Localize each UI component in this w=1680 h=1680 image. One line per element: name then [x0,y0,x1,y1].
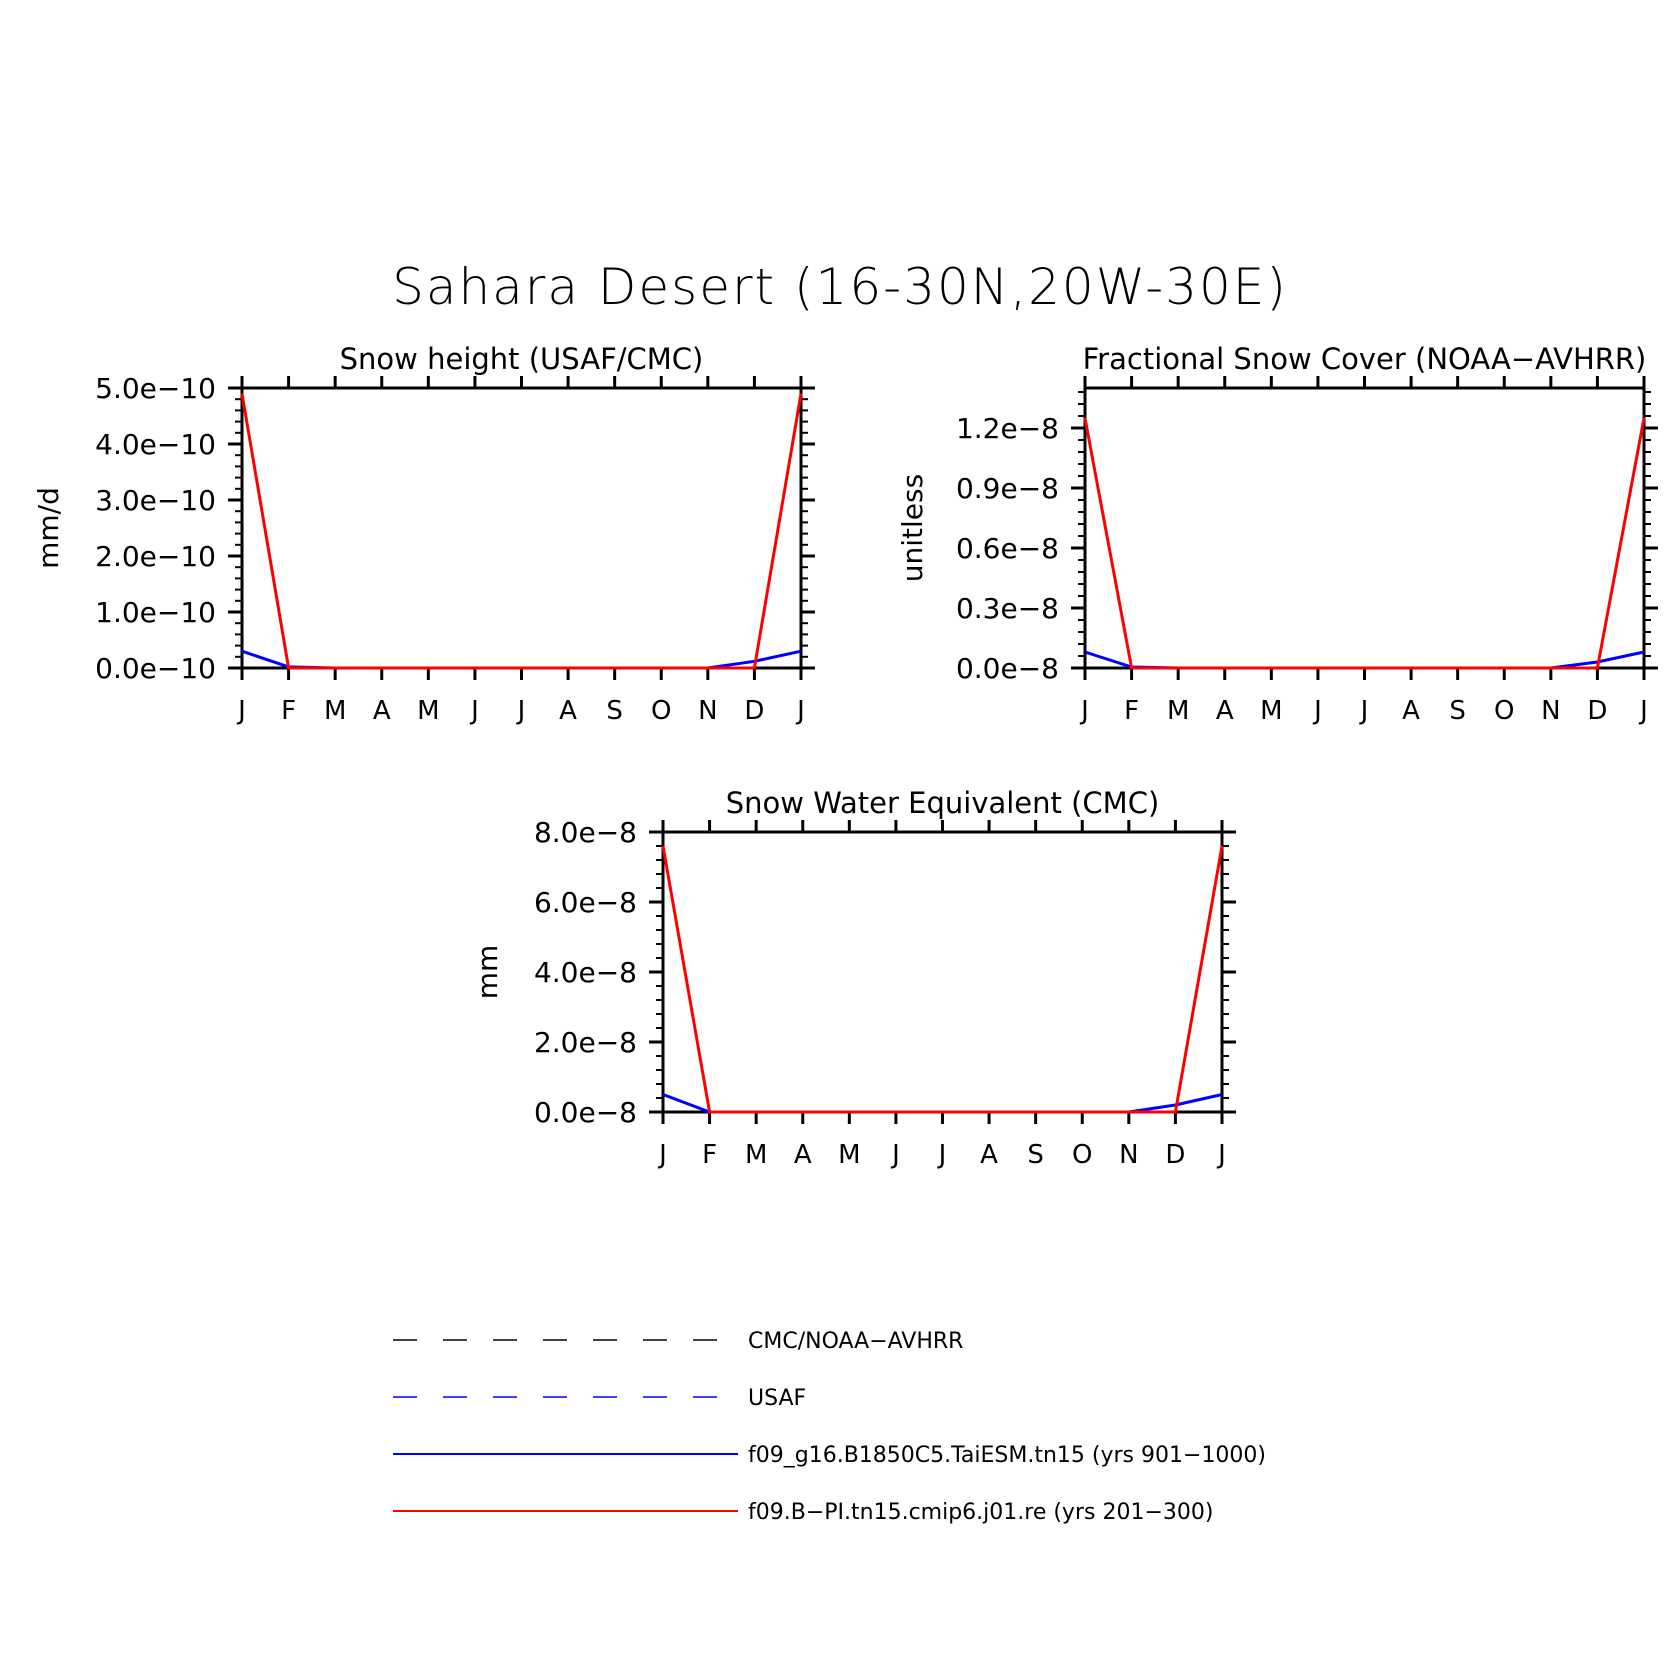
x-tick-label: F [702,1140,718,1170]
series-line-model1 [242,651,801,668]
x-tick-label: J [517,696,526,726]
legend-label-model2: f09.B−PI.tn15.cmip6.j01.re (yrs 201−300) [748,1500,1214,1525]
x-tick-label: O [1072,1140,1093,1170]
x-tick-label: M [417,696,440,726]
y-tick-label: 5.0e−10 [95,372,216,405]
x-tick-label: J [797,696,805,726]
y-tick-label: 2.0e−8 [533,1026,637,1059]
x-tick-label: D [1587,696,1608,726]
x-tick-label: N [1541,696,1561,726]
y-axis-label: unitless [896,473,929,583]
series-line-model1 [1085,652,1644,668]
series-line-model2 [663,846,1222,1112]
y-tick-label: 6.0e−8 [533,886,637,919]
y-tick-label: 4.0e−8 [533,956,637,989]
x-tick-label: A [559,696,577,726]
chart-panel-2 [896,342,1658,726]
x-tick-label: S [1449,696,1466,726]
x-tick-label: O [651,696,672,726]
plot-frame [1085,388,1644,668]
y-tick-label: 1.0e−10 [95,596,216,629]
x-tick-label: D [744,696,765,726]
x-tick-label: M [744,1140,768,1170]
x-tick-label: F [281,696,297,726]
x-tick-label: F [1124,696,1140,726]
panel-title: Snow Water Equivalent (CMC) [725,786,1160,820]
y-tick-label: 2.0e−10 [95,540,216,573]
x-tick-label: J [1640,696,1648,726]
x-tick-label: A [372,696,391,726]
plot-frame [663,832,1222,1112]
y-tick-label: 1.2e−8 [955,412,1059,445]
x-tick-label: J [892,1140,900,1170]
legend-label-obs2: USAF [748,1386,807,1411]
plot-frame [242,388,801,668]
x-tick-label: M [1260,696,1283,726]
y-tick-label: 0.0e−8 [533,1096,637,1129]
x-tick-label: J [238,696,246,726]
x-tick-label: J [471,696,479,726]
x-tick-label: J [1081,696,1089,726]
series-line-model1 [663,1095,1222,1113]
x-tick-label: S [1027,1140,1044,1170]
legend-label-model1: f09_g16.B1850C5.TaiESM.tn15 (yrs 901−1000) [748,1443,1267,1468]
y-tick-label: 8.0e−8 [533,816,637,849]
y-tick-label: 4.0e−10 [95,428,216,461]
x-tick-label: J [1360,696,1369,726]
x-tick-label: D [1165,1140,1186,1170]
x-tick-label: J [1314,696,1322,726]
x-tick-label: A [1215,696,1234,726]
series-line-model2 [1085,418,1644,668]
panel-title: Snow height (USAF/CMC) [339,342,704,376]
x-tick-label: S [606,696,623,726]
chart-panel-1 [32,342,815,726]
series-line-model2 [242,394,801,668]
x-tick-label: A [793,1140,812,1170]
x-tick-label: M [1166,696,1190,726]
x-tick-label: J [659,1140,667,1170]
y-tick-label: 0.6e−8 [955,532,1059,565]
y-tick-label: 0.0e−10 [95,652,216,685]
legend-samples [393,1340,738,1511]
x-tick-label: A [980,1140,998,1170]
x-tick-label: O [1494,696,1515,726]
x-tick-label: J [1218,1140,1226,1170]
y-tick-label: 0.0e−8 [955,652,1059,685]
y-tick-label: 0.9e−8 [955,472,1059,505]
x-tick-label: A [1402,696,1420,726]
y-tick-label: 3.0e−10 [95,484,216,517]
x-tick-label: J [938,1140,947,1170]
x-tick-label: N [698,696,718,726]
panel-title: Fractional Snow Cover (NOAA−AVHRR) [1082,342,1647,376]
legend-label-obs1: CMC/NOAA−AVHRR [748,1329,964,1354]
y-axis-label: mm [471,944,504,1000]
x-tick-label: M [838,1140,861,1170]
figure-title: Sahara Desert (16-30N,20W-30E) [392,258,1288,316]
y-axis-label: mm/d [32,487,65,569]
x-tick-label: N [1119,1140,1139,1170]
y-tick-label: 0.3e−8 [955,592,1059,625]
chart-panel-3 [471,786,1236,1170]
x-tick-label: M [323,696,347,726]
